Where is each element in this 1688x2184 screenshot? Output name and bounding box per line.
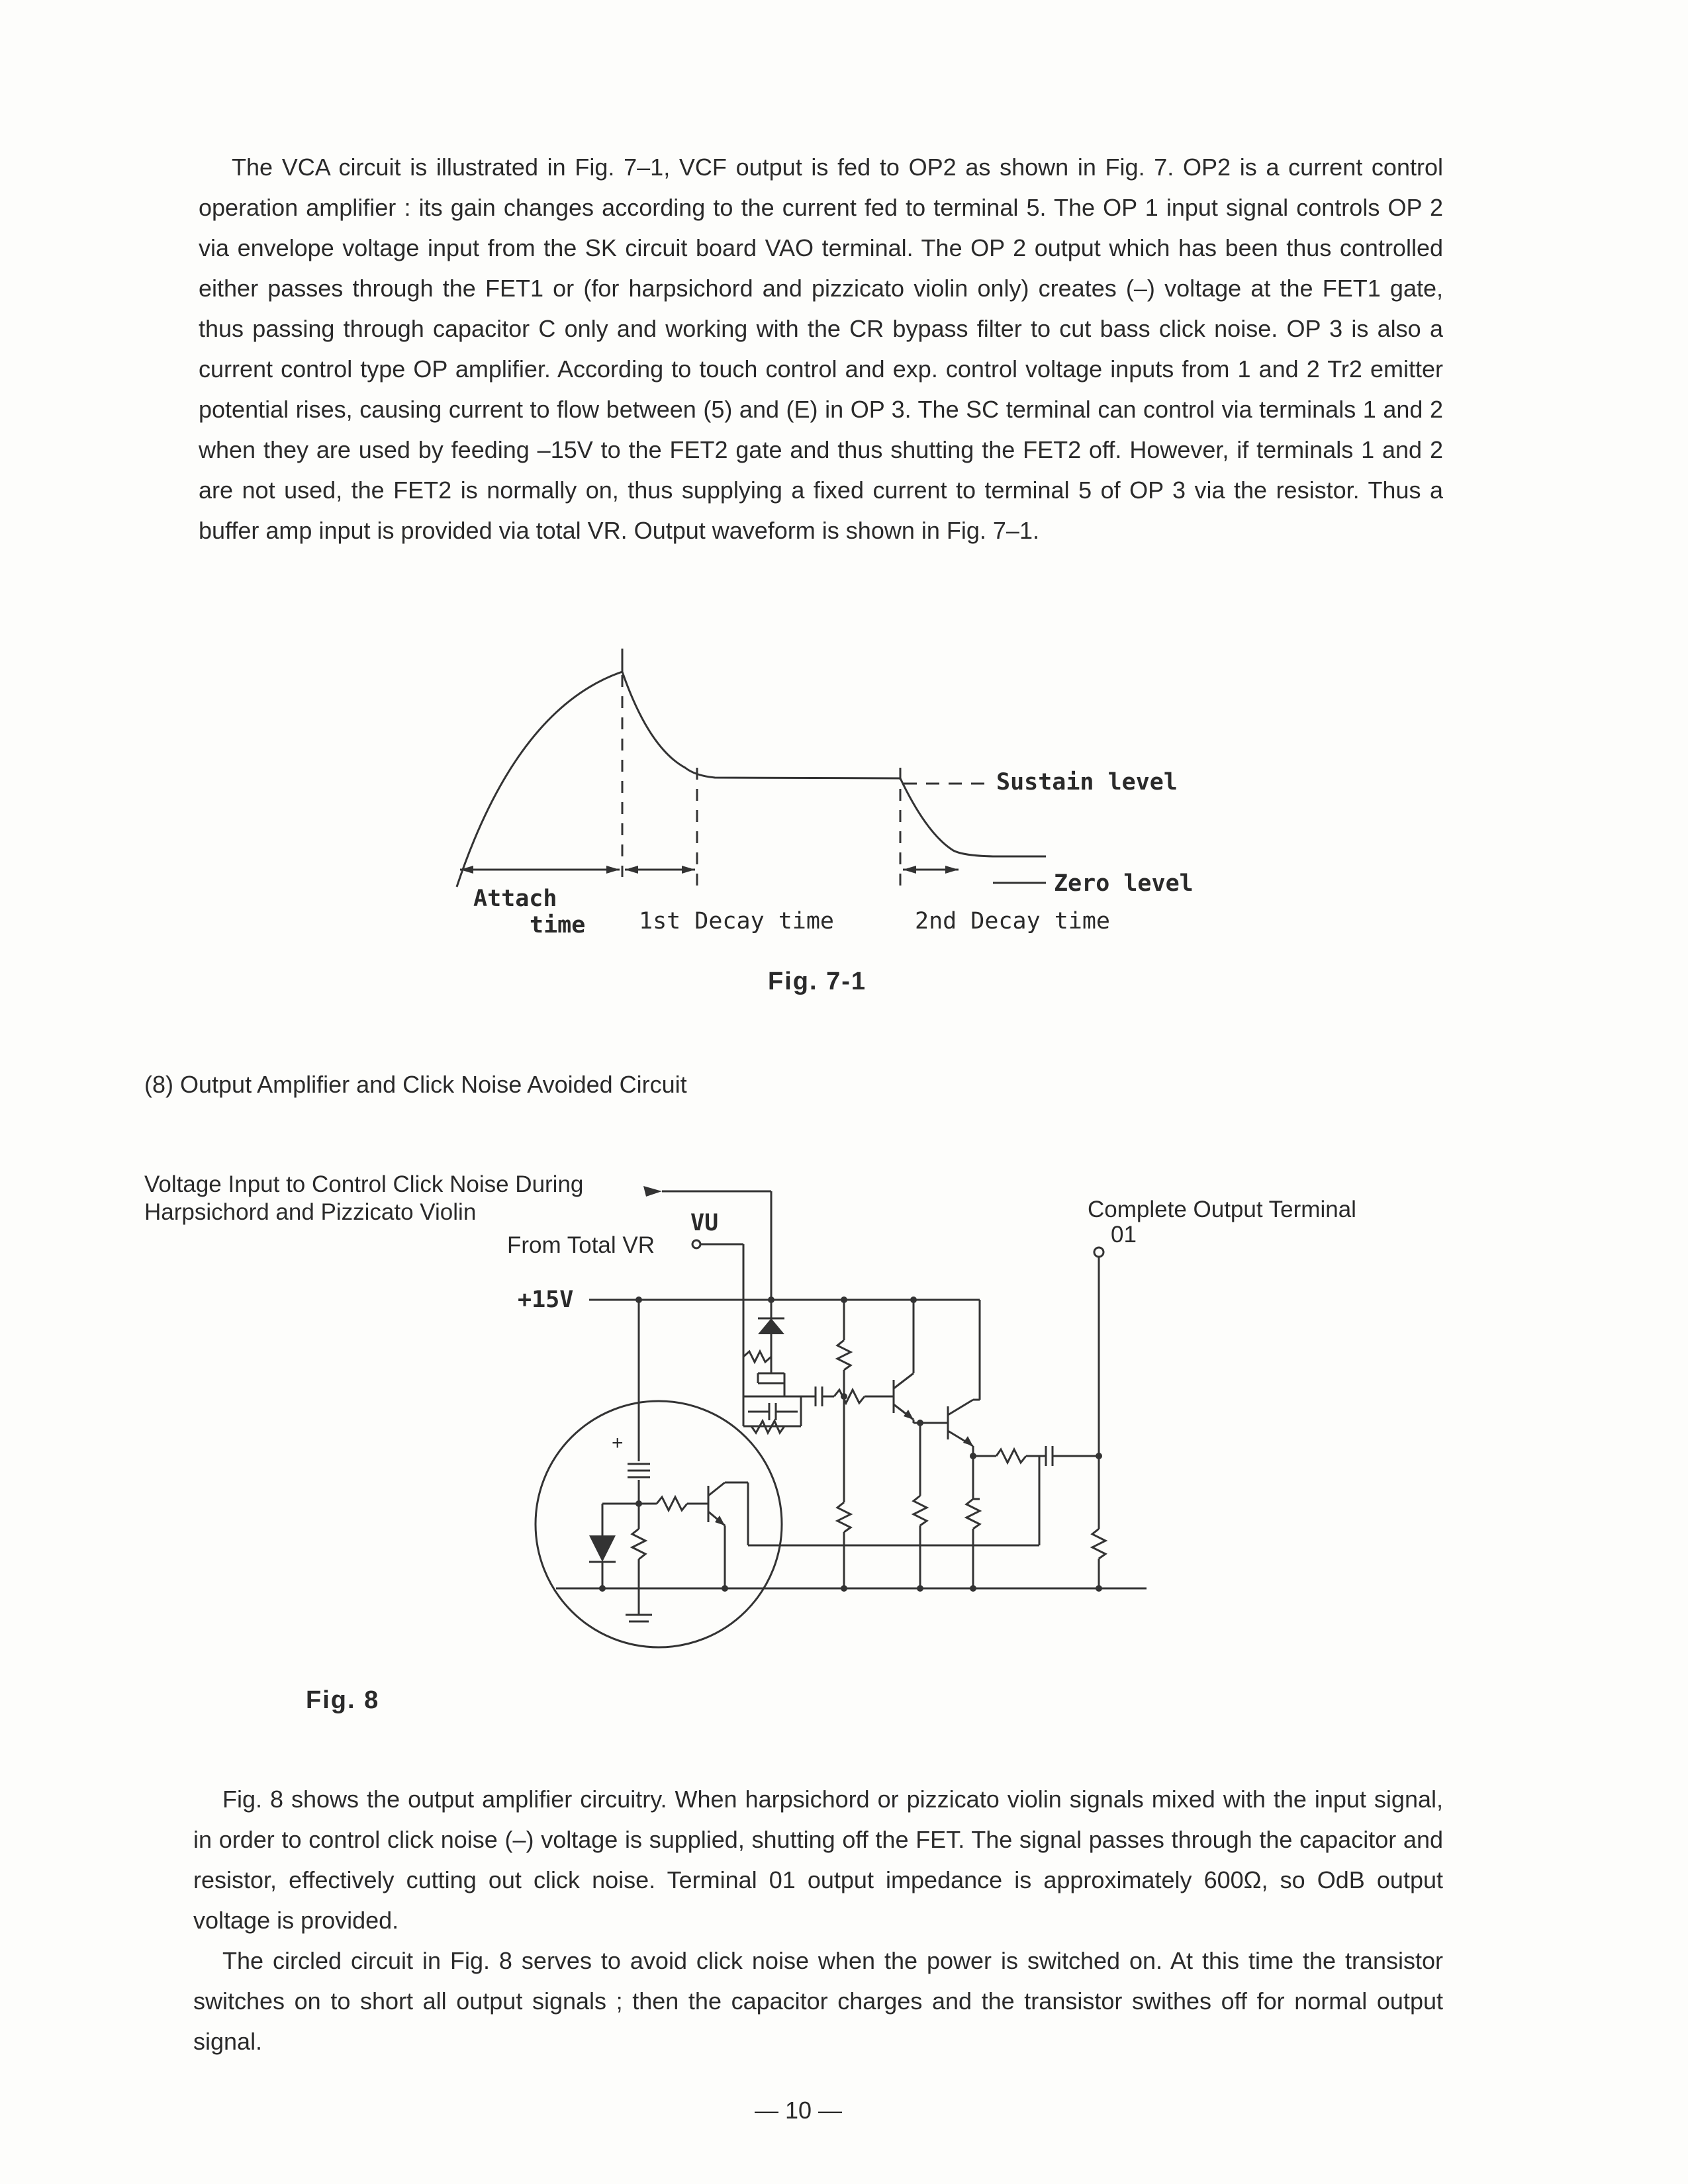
power-on-click-suppression-circle <box>536 1401 782 1647</box>
first-decay-time-label: 1st Decay time <box>639 908 835 934</box>
click-noise-input-label-line2: Harpsichord and Pizzicato Violin <box>144 1199 477 1225</box>
zero-level-label: Zero level <box>1054 870 1194 897</box>
attach-time-label: time <box>530 912 586 938</box>
complete-output-terminal-label: Complete Output Terminal <box>1088 1197 1356 1222</box>
plus-15v-label: +15V <box>518 1287 574 1313</box>
output-amp-description-paragraph: Fig. 8 shows the output amplifier circuitry. When harpsichord or pizzicato violin signals mixed with the input signal, in order to control click noise (–) voltage is supplied, shutting off the FET. The signal passes through the capacitor and resistor, effectively cutting out click noise. Terminal 01 output impedance is approximately 600Ω, so OdB output voltage is provided. <box>193 1786 1443 1934</box>
attach-label: Attach <box>473 886 557 912</box>
first-decay-curve <box>622 672 900 778</box>
attack-curve <box>457 672 622 887</box>
circled-circuit-description-paragraph: The circled circuit in Fig. 8 serves to avoid click noise when the power is switched on. At this time the transistor switches on to short all output signals ; then the capacitor charges and the transistor swithes off for normal output signal. <box>193 1947 1443 2055</box>
fig-8-caption: Fig. 8 <box>306 1686 380 1714</box>
from-total-vr-label: From Total VR <box>507 1232 655 1258</box>
sustain-level-label: Sustain level <box>996 769 1178 796</box>
vu-label: VU <box>690 1210 719 1236</box>
page-number: — 10 — <box>755 2097 843 2124</box>
second-decay-time-label: 2nd Decay time <box>915 908 1111 934</box>
click-noise-input-label-line1: Voltage Input to Control Click Noise During <box>144 1171 584 1197</box>
terminal-01-label: 01 <box>1111 1222 1137 1248</box>
vca-description-paragraph: The VCA circuit is illustrated in Fig. 7–1, VCF output is fed to OP2 as shown in Fig. 7. OP2 is a current control operation amplifier : its gain changes according to the current fed to terminal 5. The OP 1 input signal controls OP 2 via envelope voltage input from the SK circuit board VAO terminal. The OP 2 output which has been thus controlled either passes through the FET1 or (for harpsichord and pizzicato violin only) creates (–) voltage at the FET1 gate, thus passing through capacitor C only and working with the CR bypass filter to cut bass click noise. OP 3 is also a current control type OP amplifier. According to touch control and exp. control voltage inputs from 1 and 2 Tr2 emitter potential rises, causing current to flow between (5) and (E) in OP 3. The SC terminal can control via terminals 1 and 2 when they are used by feeding –15V to the FET2 gate and thus shutting the FET2 off. However, if terminals 1 and 2 are not used, the FET2 is normally on, thus supplying a fixed current to terminal 5 of OP 3 via the resistor. Thus a buffer amp input is provided via total VR. Output waveform is shown in Fig. 7–1. <box>199 154 1443 544</box>
capacitor-plus-label: + <box>612 1432 624 1454</box>
output-amplifier-schematic <box>516 1178 1165 1681</box>
section-heading: (8) Output Amplifier and Click Noise Avoided Circuit <box>144 1071 687 1098</box>
fig-7-1-caption: Fig. 7-1 <box>768 968 867 995</box>
